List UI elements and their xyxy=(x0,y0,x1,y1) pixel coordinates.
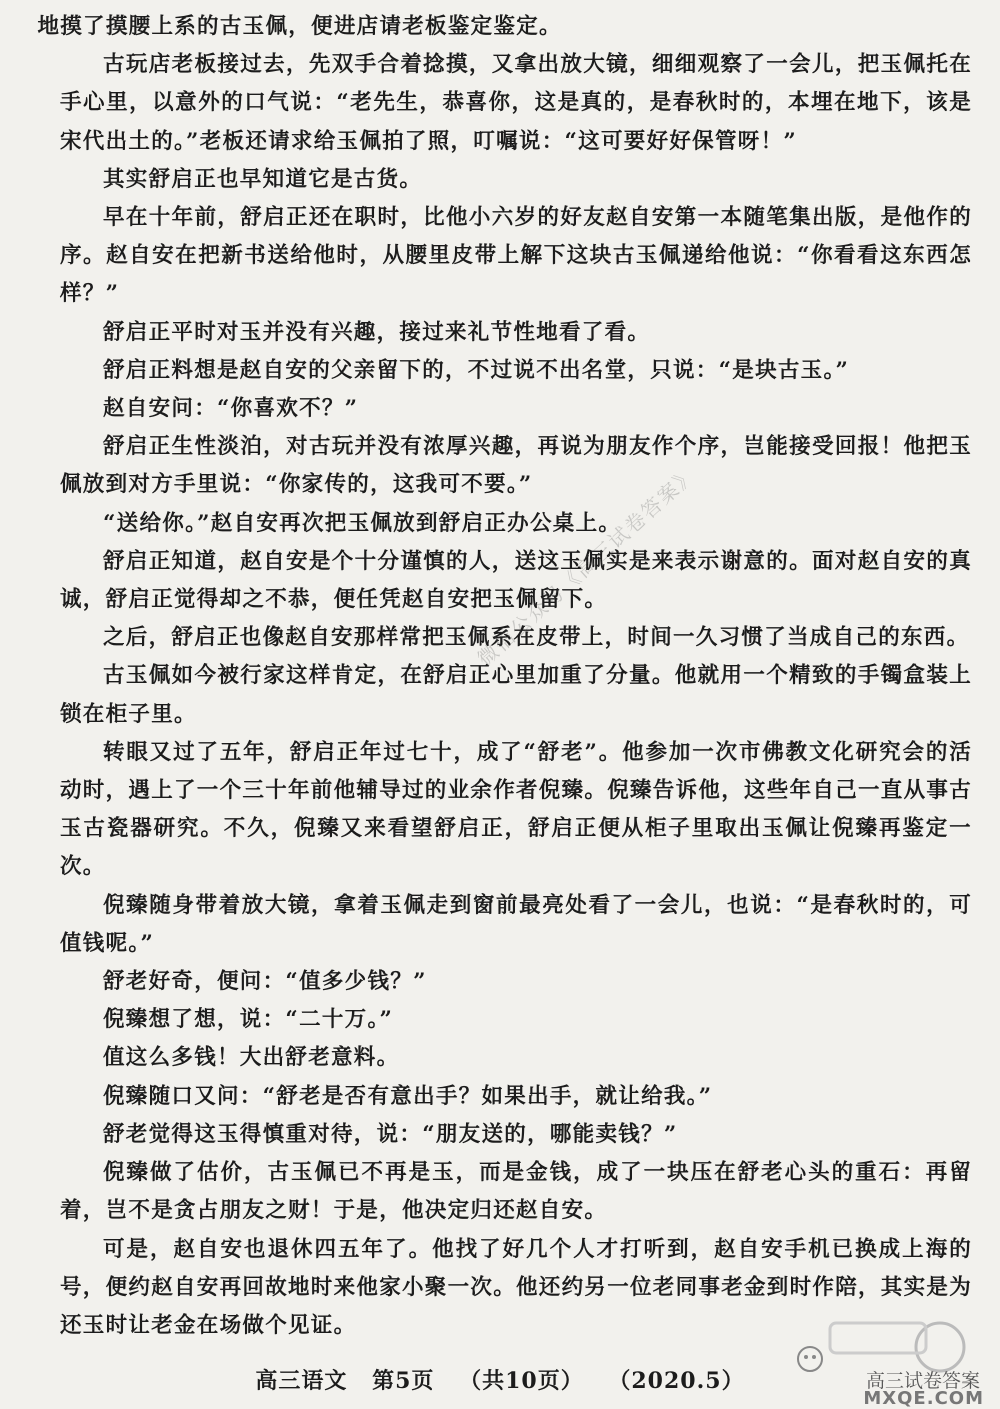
paragraph: 赵自安问：“你喜欢不？” xyxy=(103,396,359,422)
logo-caption: 高三试卷答案 xyxy=(865,1370,980,1392)
article-body xyxy=(37,8,973,1345)
footer-subject: 高三语文 xyxy=(255,1368,348,1394)
paragraph: 之后，舒启正也像赵自安那样常把玉佩系在皮带上，时间一久习惯了当成自己的东西。 xyxy=(103,625,970,651)
paragraph: 值这么多钱！大出舒老意料。 xyxy=(103,1045,400,1071)
paragraph: 早在十年前，舒启正还在职时，比他小六岁的好友赵自安第一本随笔集出版，是他作的序。赵自安在把新书送给他时，从腰里皮带上解下这块古玉佩递给他说：“你看看这东西怎样？” xyxy=(60,205,972,307)
paragraph: 转眼又过了五年，舒启正年过七十，成了“舒老”。他参加一次市佛教文化研究会的活动时，遇上了一个三十年前他辅导过的业余作者倪臻。倪臻告诉他，这些年自己一直从事古玉古瓷器研究。不久，倪臻又来看望舒启正，舒启正便从柜子里取出玉佩让倪臻再鉴定一次。 xyxy=(60,739,973,880)
paragraph: 舒启正生性淡泊，对古玩并没有浓厚兴趣，再说为朋友作个序，岂能接受回报！他把玉佩放到对方手里说：“你家传的，这我可不要。” xyxy=(60,434,972,498)
paragraph: 倪臻想了想，说：“二十万。” xyxy=(103,1007,394,1033)
logo-domain: MXQE.COM xyxy=(863,1388,984,1409)
paragraph: 古玩店老板接过去，先双手合着捻摸，又拿出放大镜，细细观察了一会儿，把玉佩托在手心里，以意外的口气说：“老先生，恭喜你，这是真的，是春秋时的，本埋在地下，该是宋代出土的。”老板还请求给玉佩拍了照，叮嘱说：“这可要好好保管呀！” xyxy=(60,52,972,154)
paragraph: 舒启正知道，赵自安是个十分谨慎的人，送这玉佩实是来表示谢意的。面对赵自安的真诚，舒启正觉得却之不恭，便任凭赵自安把玉佩留下。 xyxy=(60,548,972,613)
paragraph: 舒老觉得这玉得慎重对待，说：“朋友送的，哪能卖钱？” xyxy=(103,1121,678,1147)
footer-total-pages: （共10页） xyxy=(459,1368,584,1394)
paragraph: 倪臻随口又问：“舒老是否有意出手？如果出手，就让给我。” xyxy=(103,1083,713,1109)
paragraph: 可是，赵自安也退休四五年了。他找了好几个人才打听到，赵自安手机已换成上海的号，便约赵自安再回故地时来他家小聚一次。他还约另一位老同事老金到时作陪，其实是为还玉时让老金在场做个见证。 xyxy=(60,1236,973,1338)
paragraph: 舒老好奇，便问：“值多少钱？” xyxy=(103,969,427,995)
watermark-text: 微信公众号《高三试卷答案》 xyxy=(472,461,702,671)
paragraph: 舒启正平时对玉并没有兴趣，接过来礼节性地看了看。 xyxy=(103,319,651,345)
footer-page-number: 第5页 xyxy=(372,1368,435,1394)
paragraph: 其实舒启正也早知道它是古货。 xyxy=(103,166,423,192)
paragraph: “送给你。”赵自安再次把玉佩放到舒启正办公桌上。 xyxy=(103,510,622,536)
paragraph: 舒启正料想是赵自安的父亲留下的，不过说不出名堂，只说：“是块古玉。” xyxy=(103,357,850,383)
paragraph: 地摸了摸腰上系的古玉佩，便进店请老板鉴定鉴定。 xyxy=(37,14,562,39)
footer-date: （2020.5） xyxy=(608,1368,745,1394)
paragraph: 倪臻随身带着放大镜，拿着玉佩走到窗前最亮处看了一会儿，也说：“是春秋时的，可值钱呢。” xyxy=(60,892,972,956)
paragraph: 倪臻做了估价，古玉佩已不再是玉，而是金钱，成了一块压在舒老心头的重石：再留着，岂不是贪占朋友之财！于是，他决定归还赵自安。 xyxy=(60,1160,972,1224)
paragraph: 古玉佩如今被行家这样肯定，在舒启正心里加重了分量。他就用一个精致的手镯盒装上锁在柜子里。 xyxy=(60,663,972,727)
